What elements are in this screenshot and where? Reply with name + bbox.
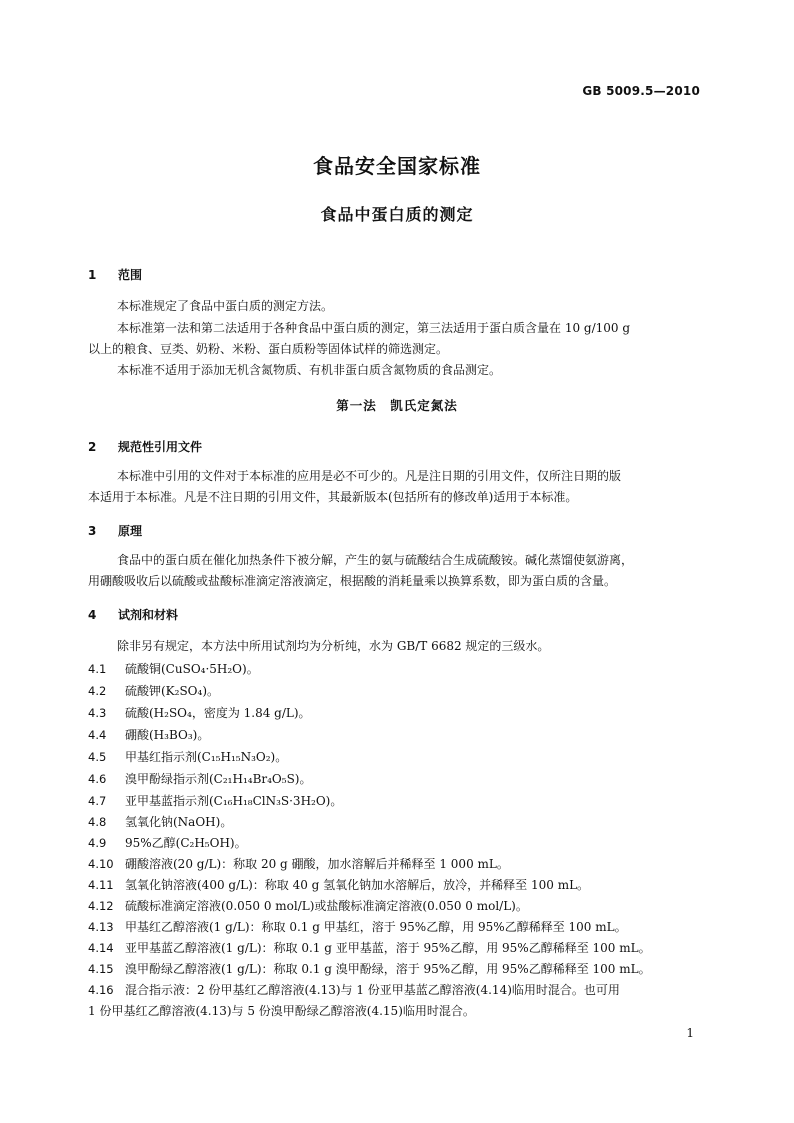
item-text: 氢氧化钠溶液(400 g/L)：称取 40 g 氢氧化钠加水溶解后，放冷，并稀释至 100 mL。 xyxy=(125,878,590,892)
item-text: 亚甲基蓝指示剂(C₁₆H₁₈ClN₃S·3H₂O)。 xyxy=(125,794,343,808)
reagent-item xyxy=(88,855,509,872)
standard-code: GB 5009.5—2010 xyxy=(582,84,700,98)
item-text: 95%乙醇(C₂H₅OH)。 xyxy=(125,836,247,850)
item-number: 4.5 xyxy=(88,750,107,764)
section-2-heading xyxy=(88,438,202,455)
method-title: 第一法 凯氏定氮法 xyxy=(336,398,458,413)
reagent-item xyxy=(88,770,312,787)
section-number: 4 xyxy=(88,608,97,622)
paragraph-line: 本标准第一法和第二法适用于各种食品中蛋白质的测定，第三法适用于蛋白质含量在 10 g/100 g xyxy=(117,321,631,335)
section-1-heading xyxy=(88,266,142,283)
reagent-item xyxy=(88,813,232,830)
document-title: 食品安全国家标准 xyxy=(313,154,481,178)
item-number: 4.6 xyxy=(88,772,107,786)
item-text: 甲基红乙醇溶液(1 g/L)：称取 0.1 g 甲基红，溶于 95%乙醇，用 95%乙醇稀释至 100 mL。 xyxy=(125,920,627,934)
item-text: 硫酸(H₂SO₄，密度为 1.84 g/L)。 xyxy=(125,706,311,720)
paragraph-line: 用硼酸吸收后以硫酸或盐酸标准滴定溶液滴定，根据酸的消耗量乘以换算系数，即为蛋白质的含量。 xyxy=(88,574,617,588)
reagent-item xyxy=(88,660,259,677)
paragraph-line: 食品中的蛋白质在催化加热条件下被分解，产生的氨与硫酸结合生成硫酸铵。碱化蒸馏使氨游离， xyxy=(117,553,634,567)
item-number: 4.7 xyxy=(88,794,107,808)
item-text: 溴甲酚绿指示剂(C₂₁H₁₄Br₄O₅S)。 xyxy=(125,772,312,786)
section-title: 规范性引用文件 xyxy=(118,440,203,454)
paragraph-line: 以上的粮食、豆类、奶粉、米粉、蛋白质粉等固体试样的筛选测定。 xyxy=(88,342,449,356)
item-number: 4.13 xyxy=(88,920,114,934)
reagent-item-continuation: 1 份甲基红乙醇溶液(4.13)与 5 份溴甲酚绿乙醇溶液(4.15)临用时混合。 xyxy=(88,1004,475,1018)
item-number: 4.11 xyxy=(88,878,114,892)
item-number: 4.4 xyxy=(88,728,107,742)
item-text: 溴甲酚绿乙醇溶液(1 g/L)：称取 0.1 g 溴甲酚绿，溶于 95%乙醇，用 95%乙醇稀释至 100 mL。 xyxy=(125,962,651,976)
page-number: 1 xyxy=(686,1026,694,1040)
section-1-paragraph-1: 本标准规定了食品中蛋白质的测定方法。 xyxy=(117,299,334,313)
item-text: 硼酸(H₃BO₃)。 xyxy=(125,728,210,742)
reagent-item xyxy=(88,682,219,699)
section-title: 范围 xyxy=(118,268,143,282)
item-number: 4.8 xyxy=(88,815,107,829)
section-number: 3 xyxy=(88,524,97,538)
item-text: 亚甲基蓝乙醇溶液(1 g/L)：称取 0.1 g 亚甲基蓝，溶于 95%乙醇，用 95%乙醇稀释至 100 mL。 xyxy=(125,941,651,955)
item-number: 4.10 xyxy=(88,857,114,871)
section-number: 1 xyxy=(88,268,97,282)
item-number: 4.12 xyxy=(88,899,114,913)
section-1-paragraph-2 xyxy=(88,318,706,360)
item-number: 4.15 xyxy=(88,962,114,976)
paragraph-line: 本适用于本标准。凡是不注日期的引用文件，其最新版本(包括所有的修改单)适用于本标准。 xyxy=(88,490,578,504)
item-text: 硫酸铜(CuSO₄·5H₂O)。 xyxy=(125,662,259,676)
reagent-item xyxy=(88,792,342,809)
section-title: 试剂和材料 xyxy=(118,608,179,622)
item-number: 4.1 xyxy=(88,662,107,676)
section-3-heading xyxy=(88,522,142,539)
section-title: 原理 xyxy=(118,524,143,538)
reagent-item xyxy=(88,726,209,743)
reagent-item xyxy=(88,897,528,914)
reagent-item xyxy=(88,918,627,935)
section-4-intro: 除非另有规定，本方法中所用试剂均为分析纯，水为 GB/T 6682 规定的三级水。 xyxy=(117,639,550,653)
item-text: 氢氧化钠(NaOH)。 xyxy=(125,815,233,829)
reagent-item xyxy=(88,876,589,893)
item-text: 硼酸溶液(20 g/L)：称取 20 g 硼酸，加水溶解后并稀释至 1 000 mL。 xyxy=(125,857,509,871)
section-2-paragraph xyxy=(88,466,706,508)
item-number: 4.14 xyxy=(88,941,114,955)
reagent-item xyxy=(88,939,651,956)
document-subtitle: 食品中蛋白质的测定 xyxy=(320,205,474,224)
section-1-paragraph-3: 本标准不适用于添加无机含氮物质、有机非蛋白质含氮物质的食品测定。 xyxy=(117,363,502,377)
item-number: 4.3 xyxy=(88,706,107,720)
item-text: 硫酸钾(K₂SO₄)。 xyxy=(125,684,220,698)
item-text: 硫酸标准滴定溶液(0.050 0 mol/L)或盐酸标准滴定溶液(0.050 0 mol/L)。 xyxy=(125,899,528,913)
section-4-heading xyxy=(88,606,178,623)
section-3-paragraph xyxy=(88,550,706,592)
reagent-item xyxy=(88,748,287,765)
item-text: 混合指示液：2 份甲基红乙醇溶液(4.13)与 1 份亚甲基蓝乙醇溶液(4.14)临用时混合。也可用 xyxy=(125,983,620,997)
reagent-item xyxy=(88,704,311,721)
section-number: 2 xyxy=(88,440,97,454)
reagent-item xyxy=(88,960,651,977)
paragraph-line: 本标准中引用的文件对于本标准的应用是必不可少的。凡是注日期的引用文件，仅所注日期的版 xyxy=(117,469,622,483)
item-number: 4.2 xyxy=(88,684,107,698)
item-text: 甲基红指示剂(C₁₅H₁₅N₃O₂)。 xyxy=(125,750,288,764)
reagent-item xyxy=(88,981,620,998)
item-number: 4.16 xyxy=(88,983,114,997)
item-number: 4.9 xyxy=(88,836,107,850)
reagent-item xyxy=(88,834,247,851)
